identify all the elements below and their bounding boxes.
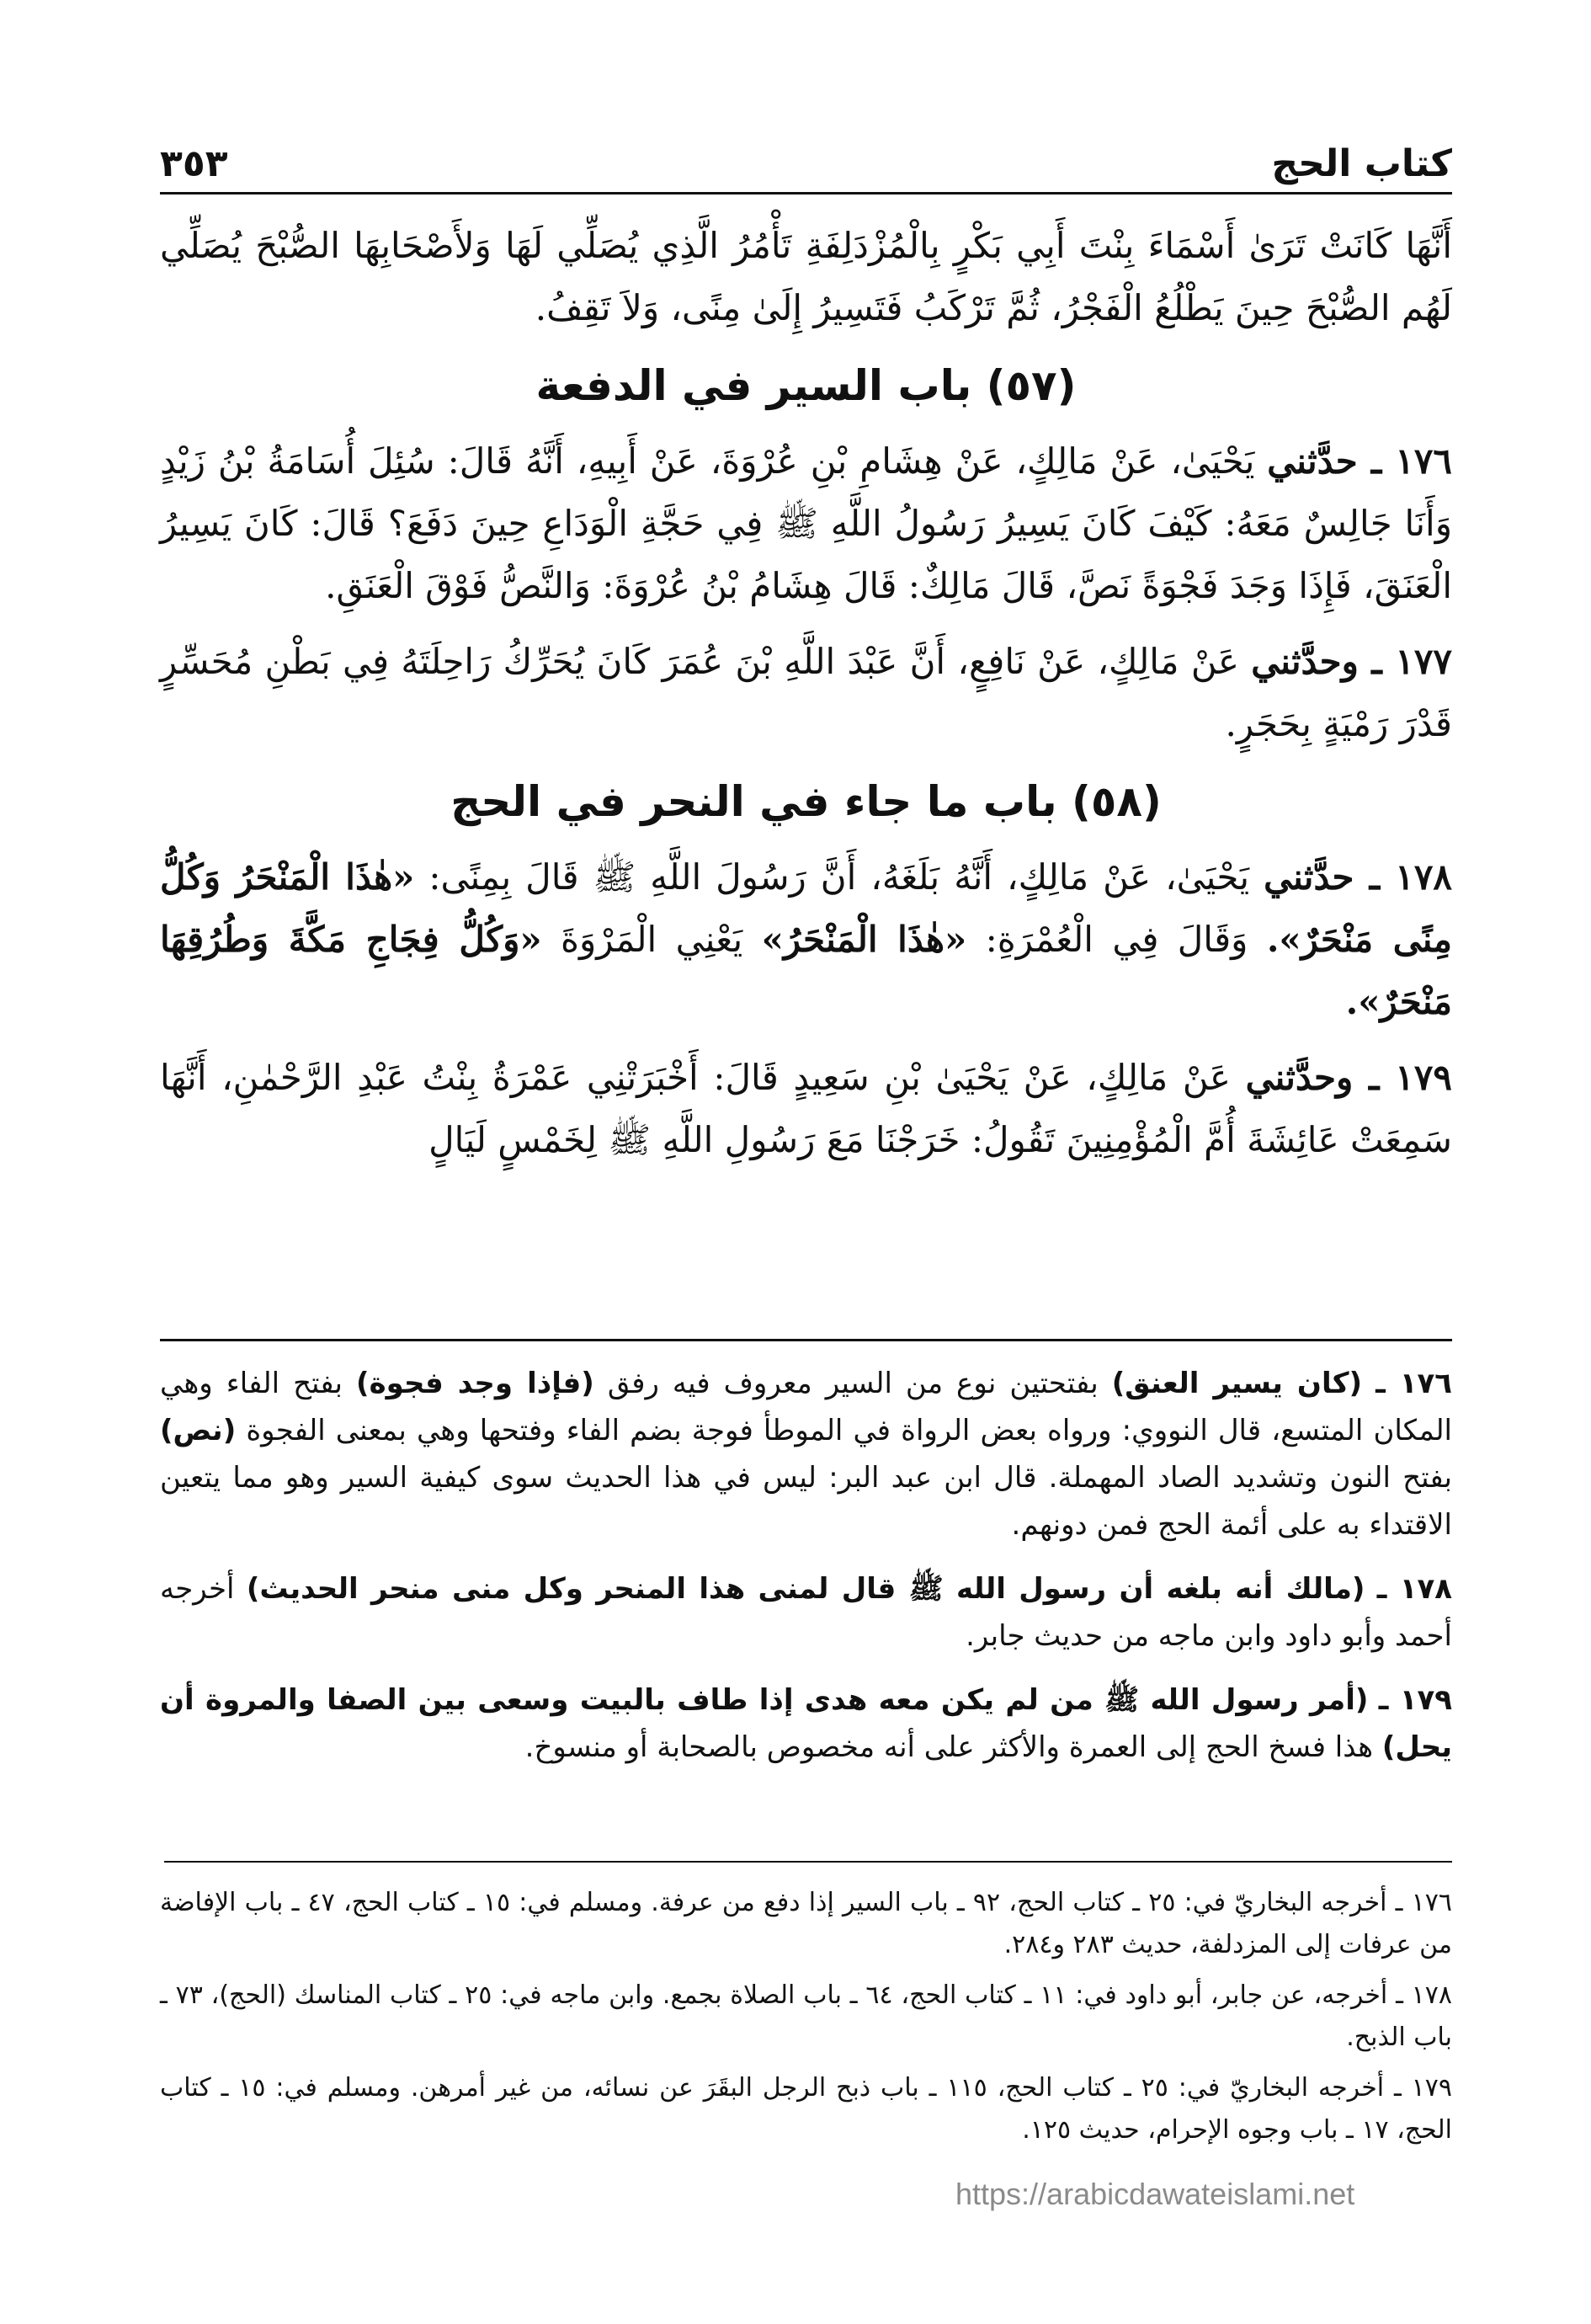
- page-number: ٣٥٣: [160, 142, 228, 185]
- footnote-divider: [164, 1861, 1452, 1863]
- commentary-text: أخرجه أحمد وأبو داود وابن ماجه من حديث جابر.: [160, 1572, 1452, 1653]
- commentary-number: ١٧٦ ـ: [1375, 1367, 1453, 1400]
- hadith-text: عَنْ مَالِكٍ، عَنْ يَحْيَىٰ بْنِ سَعِيدٍ قَالَ: أَخْبَرَتْنِي عَمْرَةُ بِنْتُ عَبْدِ الرَّحْمٰنِ، أَنَّهَا سَمِعَتْ عَائِشَةَ أُمَّ الْمُؤْمِنِينَ تَقُولُ: خَرَجْنَا مَعَ رَسُولِ اللَّهِ ﷺ لِخَمْسٍ لَيَالٍ: [160, 1057, 1452, 1160]
- footnote-176: ١٧٦ ـ أخرجه البخاريّ في: ٢٥ ـ كتاب الحج، ٩٢ ـ باب السير إذا دفع من عرفة. ومسلم في: ١٥ ـ كتاب الحج، ٤٧ ـ باب الإفاضة من عرفات إلى المزدلفة، حديث ٢٨٣ و٢٨٤.: [160, 1888, 1452, 1959]
- hadith-number: ١٧٨ ـ حدَّثني: [1264, 856, 1452, 898]
- page-header: [160, 126, 1452, 195]
- section-divider: [160, 1339, 1452, 1341]
- prophetic-quote: «هٰذَا الْمَنْحَرُ»: [761, 919, 967, 960]
- commentary-term: (فإذا وجد فجوة): [356, 1367, 594, 1400]
- hadith-177: [160, 631, 1452, 755]
- commentary-179: [160, 1676, 1452, 1771]
- commentary-section: [160, 1360, 1452, 1788]
- book-title: كتاب الحج: [1271, 142, 1452, 185]
- hadith-number: ١٧٧ ـ وحدَّثني: [1251, 641, 1452, 682]
- hadith-176: [160, 430, 1452, 617]
- commentary-number: ١٧٩ ـ: [1378, 1683, 1452, 1717]
- footnote-178: ١٧٨ ـ أخرجه، عن جابر، أبو داود في: ١١ ـ كتاب الحج، ٦٤ ـ باب الصلاة بجمع. وابن ماجه في: ٢٥ ـ كتاب المناسك (الحج)، ٧٣ ـ باب الذبح.: [160, 1980, 1453, 2052]
- hadith-179: [160, 1047, 1452, 1171]
- chapter-heading-58: (٥٨) باب ما جاء في النحر في الحج: [450, 777, 1162, 826]
- hadith-text: يَحْيَىٰ، عَنْ مَالِكٍ، عَنْ هِشَامِ بْنِ عُرْوَةَ، عَنْ أَبِيهِ، أَنَّهُ قَالَ: سُئِلَ أُسَامَةُ بْنُ زَيْدٍ وَأَنَا جَالِسٌ مَعَهُ: كَيْفَ كَانَ يَسِيرُ رَسُولُ اللَّهِ ﷺ فِي حَجَّةِ الْوَدَاعِ حِينَ دَفَعَ؟ قَالَ: كَانَ يَسِيرُ الْعَنَقَ، فَإِذَا وَجَدَ فَجْوَةً نَصَّ، قَالَ مَالِكٌ: قَالَ هِشَامُ بْنُ عُرْوَةَ: وَالنَّصُّ فَوْقَ الْعَنَقِ.: [160, 440, 1452, 606]
- hadith-178: [160, 846, 1452, 1033]
- hadith-text: يَحْيَىٰ، عَنْ مَالِكٍ، أَنَّهُ بَلَغَهُ، أَنَّ رَسُولَ اللَّهِ ﷺ قَالَ بِمِنًى:: [428, 856, 1250, 898]
- commentary-176: [160, 1360, 1452, 1548]
- prophetic-quote: «وَكُلُّ فِجَاجِ مَكَّةَ وَطُرُقِهَا مَنْحَرٌ».: [160, 919, 1452, 1022]
- prophetic-quote: «هٰذَا الْمَنْحَرُ وَكُلُّ مِنًى مَنْحَرٌ».: [160, 856, 1452, 960]
- hadith-text: يَعْنِي الْمَرْوَةَ: [561, 919, 743, 960]
- commentary-text: هذا فسخ الحج إلى العمرة والأكثر على أنه مخصوص بالصحابة أو منسوخ.: [524, 1730, 1374, 1764]
- commentary-text: بفتحتين نوع من السير معروف فيه رفق: [607, 1367, 1099, 1400]
- hadith-number: ١٧٩ ـ وحدَّثني: [1245, 1057, 1452, 1098]
- chapter-heading-57: (٥٧) باب السير في الدفعة: [535, 361, 1077, 410]
- footnotes-section: [160, 1882, 1452, 2160]
- commentary-term: (مالك أنه بلغه أن رسول الله ﷺ قال لمنى هذا المنحر وكل منى منحر الحديث): [246, 1572, 1365, 1606]
- commentary-term: (أمر رسول الله ﷺ من لم يكن معه هدى إذا طاف بالبيت وسعى بين الصفا والمروة أن يحل): [160, 1683, 1452, 1764]
- watermark-url: https://arabicdawateislami.net: [955, 2177, 1355, 2211]
- commentary-term: (كان يسير العنق): [1111, 1367, 1363, 1400]
- hadith-text: عَنْ مَالِكٍ، عَنْ نَافِعٍ، أَنَّ عَبْدَ اللَّهِ بْنَ عُمَرَ كَانَ يُحَرِّكُ رَاحِلَتَهُ فِي بَطْنِ مُحَسِّرٍ قَدْرَ رَمْيَةٍ بِحَجَرٍ.: [160, 641, 1452, 744]
- main-text: [160, 215, 1452, 1185]
- commentary-term: (نص): [160, 1414, 237, 1447]
- hadith-text: وَقَالَ فِي الْعُمْرَةِ:: [985, 919, 1248, 960]
- footnote-179: ١٧٩ ـ أخرجه البخاريّ في: ٢٥ ـ كتاب الحج، ١١٥ ـ باب ذبح الرجل البقَرَ عن نسائه، من غير أمرهن. ومسلم في: ١٥ ـ كتاب الحج، ١٧ ـ باب وجوه الإحرام، حديث ١٢٥.: [160, 2073, 1452, 2145]
- hadith-number: ١٧٦ ـ حدَّثني: [1267, 440, 1452, 482]
- commentary-text: بفتح النون وتشديد الصاد المهملة. قال ابن عبد البر: ليس في هذا الحديث سوى كيفية السير وهو مما يتعين الاقتداء به على أئمة الحج فمن دونهم.: [160, 1461, 1452, 1542]
- commentary-number: ١٧٨ ـ: [1376, 1572, 1453, 1606]
- commentary-178: [160, 1565, 1452, 1660]
- intro-paragraph: أَنَّهَا كَانَتْ تَرَىٰ أَسْمَاءَ بِنْتَ أَبِي بَكْرٍ بِالْمُزْدَلِفَةِ تَأْمُرُ الَّذِي يُصَلِّي لَهَا وَلأَصْحَابِهَا الصُّبْحَ يُصَلِّي لَهُم الصُّبْحَ حِينَ يَطْلُعُ الْفَجْرُ، ثُمَّ تَرْكَبُ فَتَسِيرُ إِلَىٰ مِنًى، وَلاَ تَقِفُ.: [160, 225, 1452, 328]
- commentary-text: بفتح الفاء وهي المكان المتسع، قال النووي: ورواه بعض الرواة في الموطأ فوجة بضم الفاء وفتحها وهي بمعنى الفجوة: [160, 1367, 1453, 1447]
